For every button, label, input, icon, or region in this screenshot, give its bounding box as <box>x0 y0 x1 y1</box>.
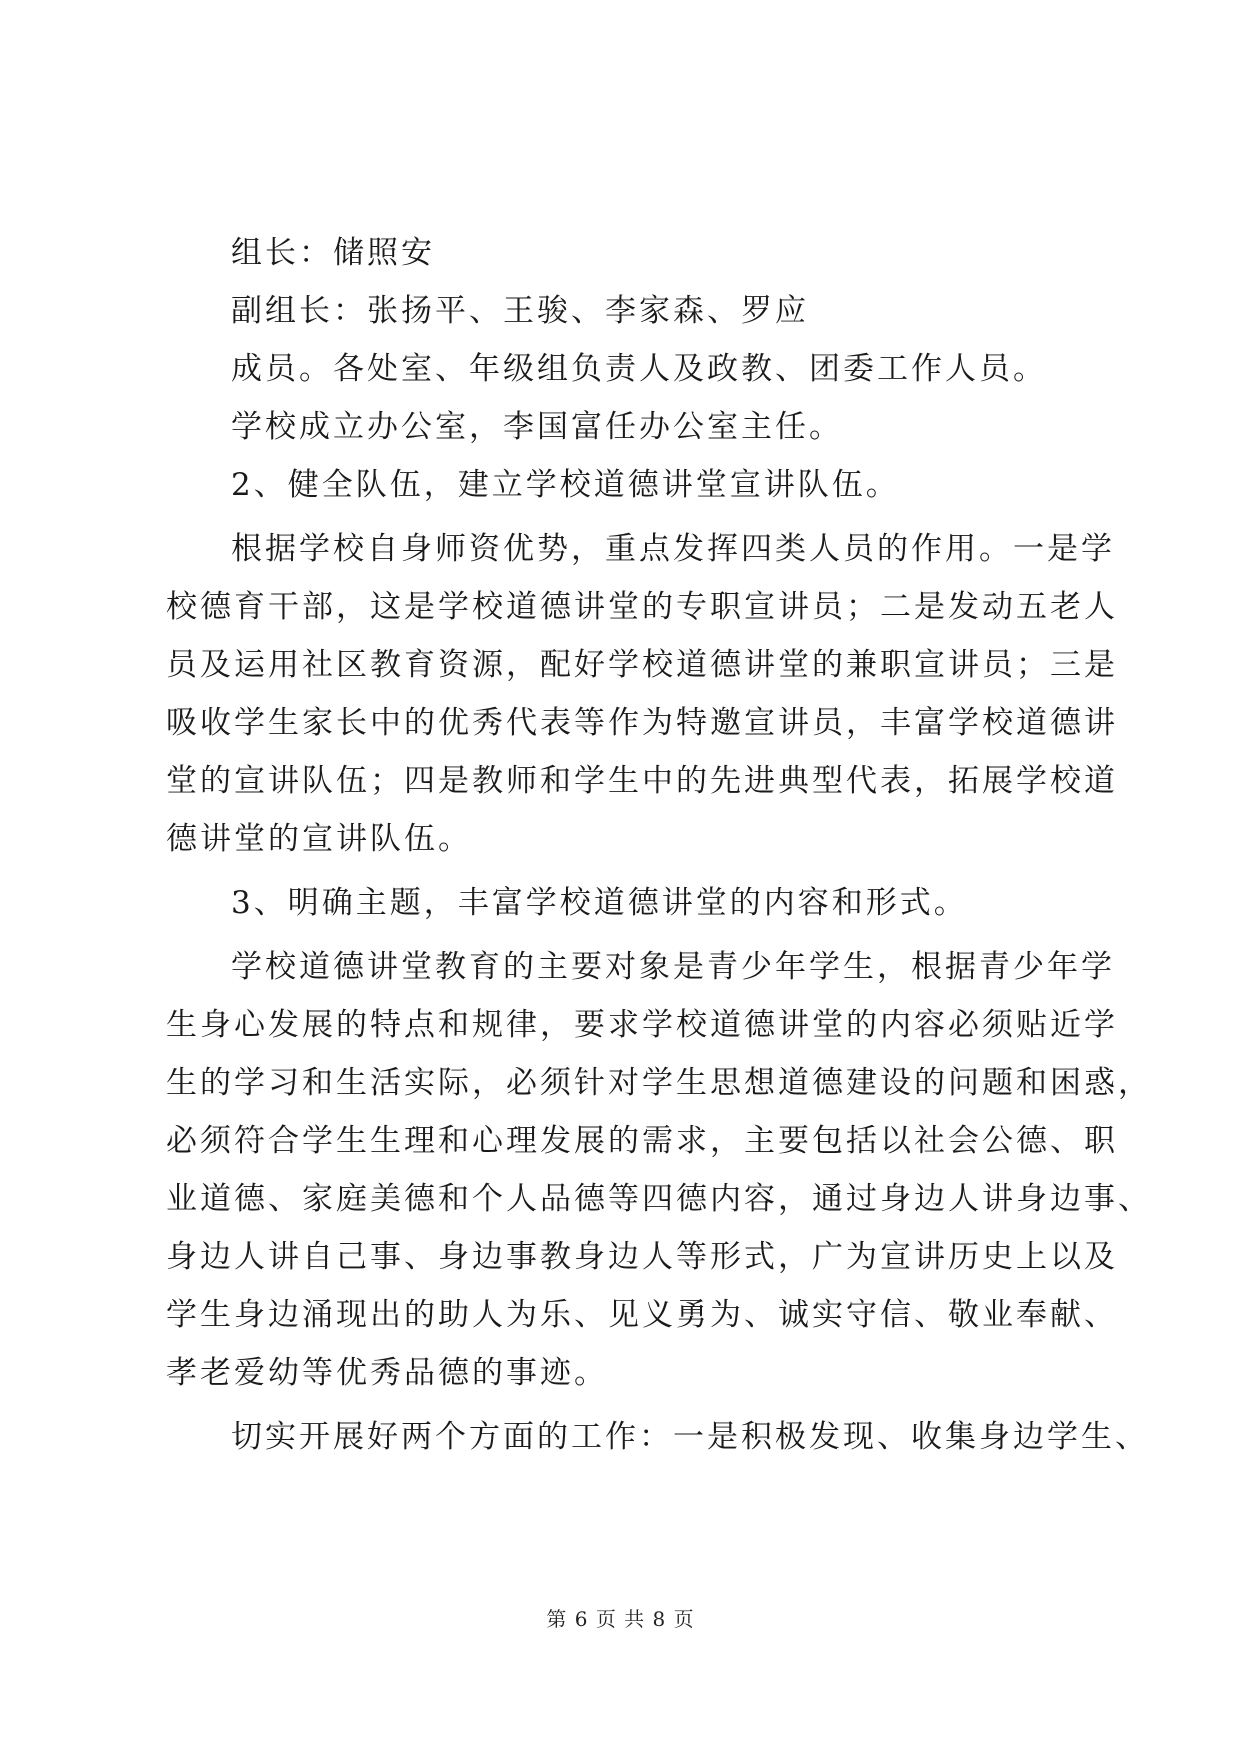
text-line-deputy-leaders: 副组长：张扬平、王骏、李家森、罗应 <box>231 293 809 329</box>
paragraph-line: 生身心发展的特点和规律，要求学校道德讲堂的内容必须贴近学 <box>166 1007 1118 1043</box>
paragraph-line: 吸收学生家长中的优秀代表等作为特邀宣讲员，丰富学校道德讲 <box>166 705 1118 741</box>
paragraph-line: 必须符合学生生理和心理发展的需求，主要包括以社会公德、职 <box>166 1123 1118 1159</box>
text-line-office: 学校成立办公室，李国富任办公室主任。 <box>231 409 843 445</box>
paragraph-line: 切实开展好两个方面的工作：一是积极发现、收集身边学生、 <box>231 1419 1149 1455</box>
paragraph-line: 校德育干部，这是学校道德讲堂的专职宣讲员；二是发动五老人 <box>166 589 1118 625</box>
section-heading-3: 3、明确主题，丰富学校道德讲堂的内容和形式。 <box>231 885 968 921</box>
paragraph-line: 堂的宣讲队伍；四是教师和学生中的先进典型代表，拓展学校道 <box>166 763 1118 799</box>
section-heading-2: 2、健全队伍，建立学校道德讲堂宣讲队伍。 <box>231 467 900 503</box>
paragraph-line: 根据学校自身师资优势，重点发挥四类人员的作用。一是学 <box>231 531 1115 567</box>
paragraph-line: 学生身边涌现出的助人为乐、见义勇为、诚实守信、敬业奉献、 <box>166 1297 1118 1333</box>
paragraph-line: 生的学习和生活实际，必须针对学生思想道德建设的问题和困惑， <box>166 1065 1152 1101</box>
paragraph-line: 孝老爱幼等优秀品德的事迹。 <box>166 1355 608 1391</box>
paragraph-line: 学校道德讲堂教育的主要对象是青少年学生，根据青少年学 <box>231 949 1115 985</box>
document-body <box>166 224 1152 1466</box>
paragraph-line: 德讲堂的宣讲队伍。 <box>166 821 472 857</box>
text-line-members: 成员。各处室、年级组负责人及政教、团委工作人员。 <box>231 351 1047 387</box>
text-line-leader: 组长：储照安 <box>231 235 435 271</box>
paragraph-line: 身边人讲自己事、身边事教身边人等形式，广为宣讲历史上以及 <box>166 1239 1118 1275</box>
paragraph-line: 员及运用社区教育资源，配好学校道德讲堂的兼职宣讲员；三是 <box>166 647 1118 683</box>
paragraph-line: 业道德、家庭美德和个人品德等四德内容，通过身边人讲身边事、 <box>166 1181 1152 1217</box>
page-number-footer: 第 6 页 共 8 页 <box>546 1607 695 1631</box>
